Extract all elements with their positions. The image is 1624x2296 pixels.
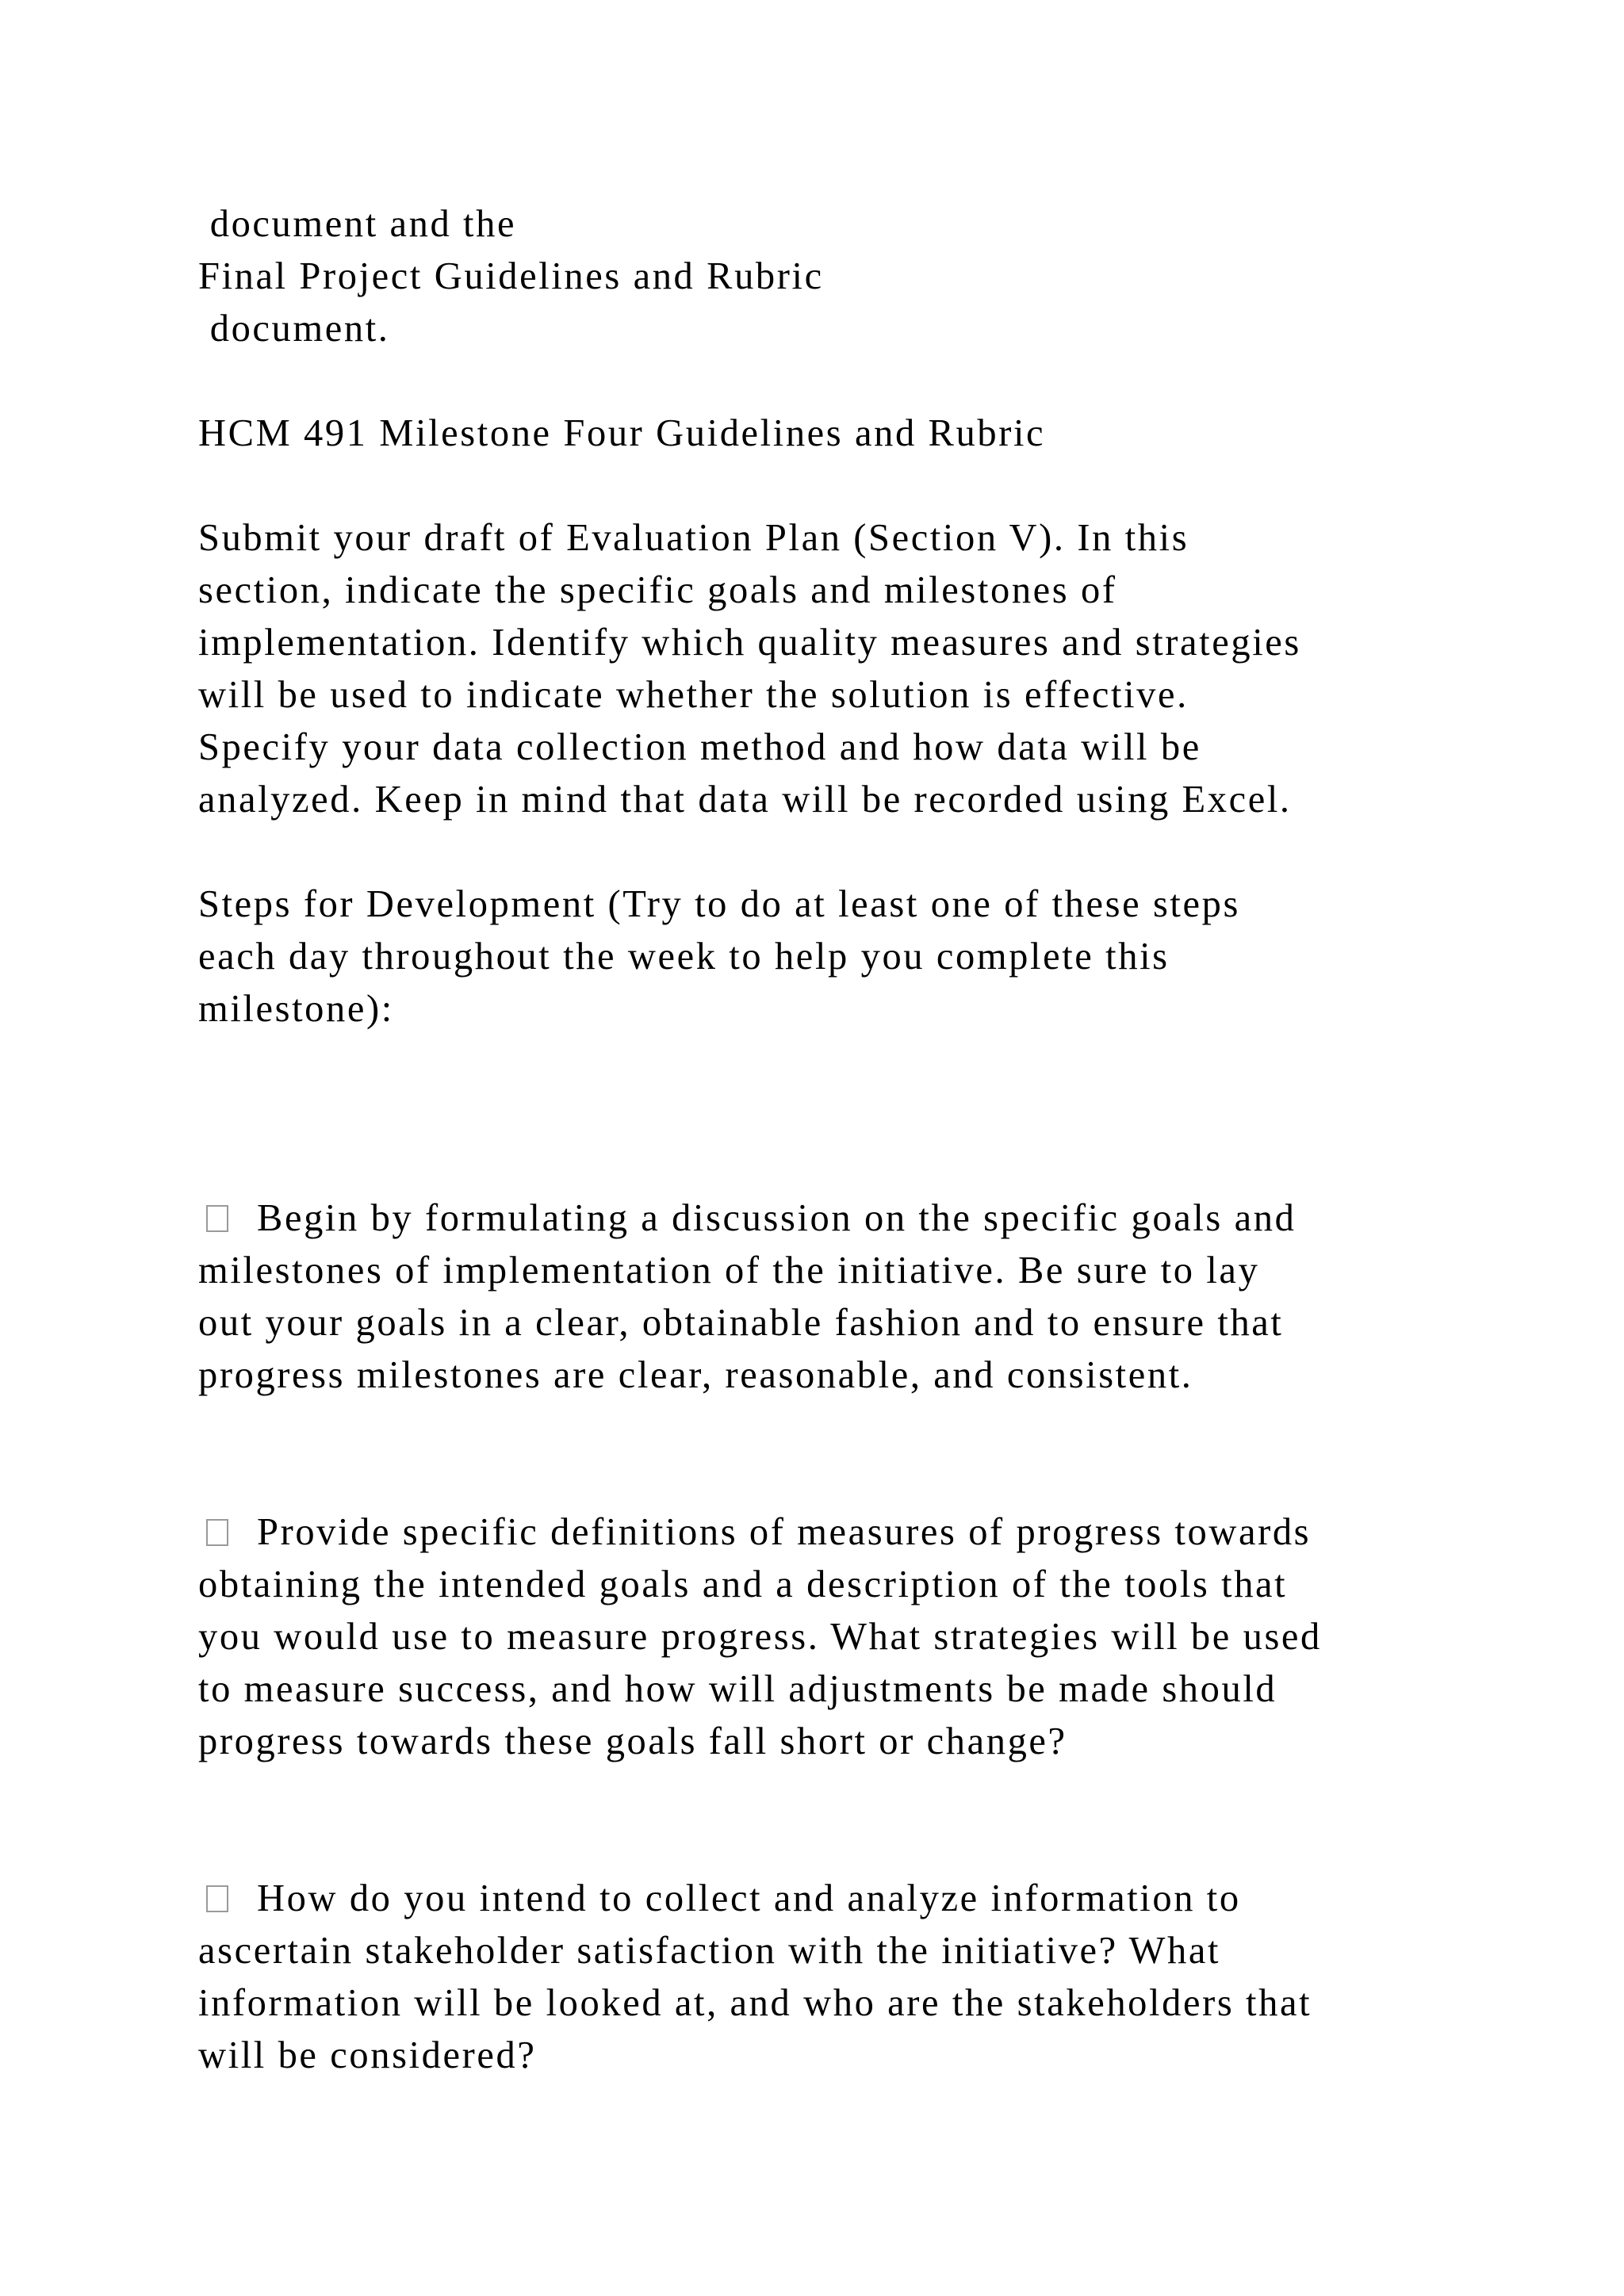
paragraph-line: will be used to indicate whether the solution is effective. bbox=[198, 674, 1189, 716]
bullet-line: you would use to measure progress. What strategies will be used bbox=[198, 1616, 1322, 1658]
bullet-line: out your goals in a clear, obtainable fashion and to ensure that bbox=[198, 1302, 1284, 1344]
intro-line: document. bbox=[198, 308, 390, 350]
paragraph-line: analyzed. Keep in mind that data will be recorded using Excel. bbox=[198, 779, 1292, 821]
bullet-first-line bbox=[198, 1506, 1499, 1559]
paragraph-line: Submit your draft of Evaluation Plan (Section V). In this bbox=[198, 517, 1189, 559]
bullet-item bbox=[198, 1506, 1499, 1768]
heading-line: HCM 491 Milestone Four Guidelines and Rubric bbox=[198, 412, 1046, 454]
bullet-line: milestones of implementation of the initiative. Be sure to lay bbox=[198, 1249, 1260, 1292]
intro-line: Final Project Guidelines and Rubric bbox=[198, 255, 824, 297]
bullet-line: progress towards these goals fall short or change? bbox=[198, 1720, 1067, 1762]
bullet-first-line bbox=[198, 1873, 1499, 1925]
bullet-icon bbox=[206, 1885, 228, 1912]
bullet-first-line bbox=[198, 1192, 1499, 1245]
paragraph-line: implementation. Identify which quality measures and strategies bbox=[198, 622, 1301, 664]
paragraph-line: Specify your data collection method and how data will be bbox=[198, 726, 1201, 768]
bullet-line: information will be looked at, and who are the stakeholders that bbox=[198, 1982, 1312, 2024]
document-heading bbox=[198, 408, 1499, 460]
bullet-text: How do you intend to collect and analyze information to bbox=[257, 1877, 1241, 1919]
bullet-item bbox=[198, 1873, 1499, 2082]
bullet-line: obtaining the intended goals and a description of the tools that bbox=[198, 1563, 1288, 1605]
bullet-item bbox=[198, 1192, 1499, 1402]
submit-paragraph bbox=[198, 512, 1499, 826]
bullet-line: will be considered? bbox=[198, 2034, 537, 2076]
paragraph-line: milestone): bbox=[198, 988, 394, 1030]
paragraph-line: section, indicate the specific goals and milestones of bbox=[198, 569, 1117, 611]
bullet-text: Provide specific definitions of measures of progress towards bbox=[257, 1511, 1312, 1553]
paragraph-line: Steps for Development (Try to do at least one of these steps bbox=[198, 883, 1240, 925]
bullet-line: progress milestones are clear, reasonable, and consistent. bbox=[198, 1354, 1193, 1396]
bullet-line: to measure success, and how will adjustments be made should bbox=[198, 1668, 1277, 1710]
intro-text bbox=[198, 198, 1499, 355]
paragraph-line: each day throughout the week to help you complete this bbox=[198, 936, 1170, 978]
intro-line: document and the bbox=[198, 203, 517, 245]
bullet-icon bbox=[206, 1519, 228, 1546]
bullet-line: ascertain stakeholder satisfaction with the initiative? What bbox=[198, 1930, 1221, 1972]
steps-intro-paragraph bbox=[198, 878, 1499, 1035]
bullet-icon bbox=[206, 1205, 228, 1232]
bullet-text: Begin by formulating a discussion on the specific goals and bbox=[257, 1197, 1297, 1239]
